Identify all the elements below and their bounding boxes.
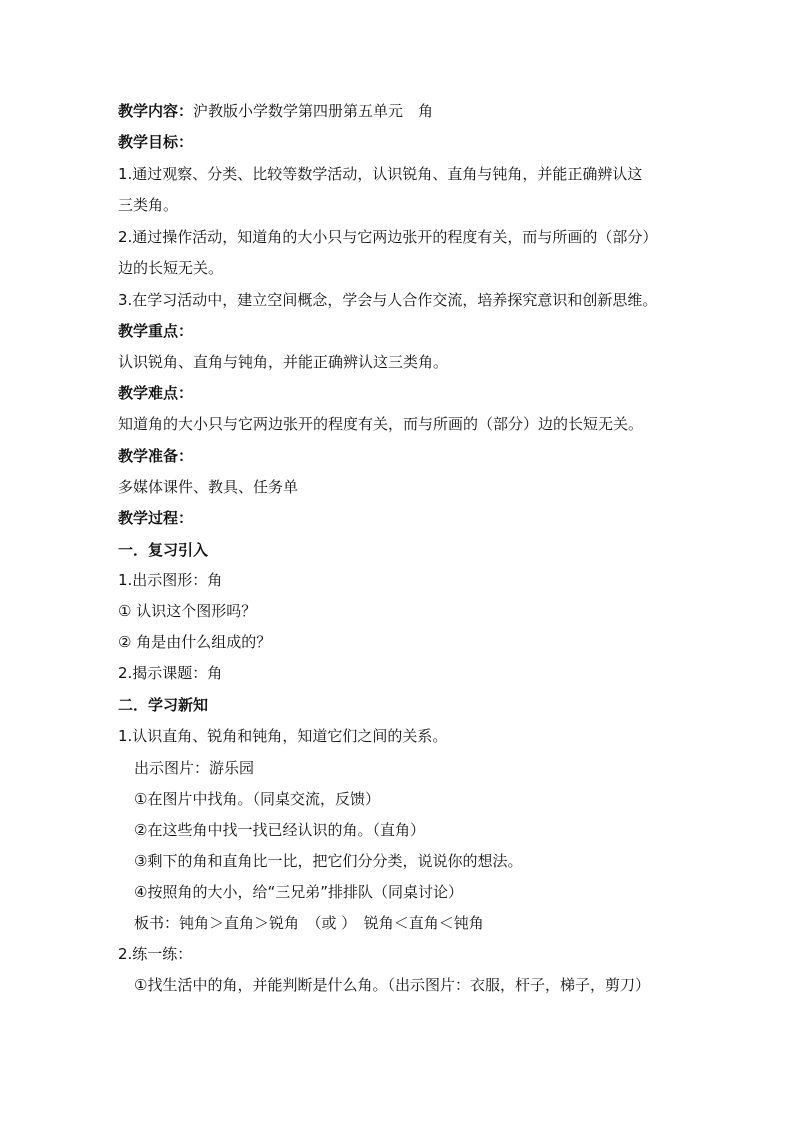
section-1-question-1: ① 认识这个图形吗？ xyxy=(118,602,257,620)
section-1-item-2: 2.揭示课题：角 xyxy=(118,664,223,682)
section-2-heading: 二．学习新知 xyxy=(118,696,209,714)
objective-3: 3.在学习活动中，建立空间概念，学会与人合作交流，培养探究意识和创新思维。 xyxy=(118,291,658,309)
difficulties-heading: 教学难点： xyxy=(118,384,194,402)
objectives-heading: 教学目标： xyxy=(118,133,194,151)
process-heading: 教学过程： xyxy=(118,509,194,527)
step-4: ④按照角的大小，给“三兄弟”排排队（同桌讨论） xyxy=(134,883,463,901)
teaching-content-label: 教学内容： xyxy=(118,102,194,120)
practice-1: ①找生活中的角，并能判断是什么角。（出示图片：衣服，杆子，梯子，剪刀） xyxy=(134,976,650,994)
show-picture-line: 出示图片：游乐园 xyxy=(134,759,255,777)
objective-2-line-1: 2.通过操作活动，知道角的大小只与它两边张开的程度有关，而与所画的（部分） xyxy=(118,228,658,246)
section-2-item-1: 1.认识直角、锐角和钝角，知道它们之间的关系。 xyxy=(118,727,448,745)
board-writing: 板书：钝角＞直角＞锐角 （或 ） 锐角＜直角＜钝角 xyxy=(134,914,484,932)
preparation-heading: 教学准备： xyxy=(118,447,194,465)
key-points-text: 认识锐角、直角与钝角，并能正确辨认这三类角。 xyxy=(118,353,449,371)
teaching-content-line xyxy=(118,101,688,121)
objective-1-line-1: 1.通过观察、分类、比较等数学活动，认识锐角、直角与钝角，并能正确辨认这 xyxy=(118,165,643,183)
difficulties-text: 知道角的大小只与它两边张开的程度有关，而与所画的（部分）边的长短无关。 xyxy=(118,415,644,433)
key-points-heading: 教学重点： xyxy=(118,322,194,340)
step-1: ①在图片中找角。（同桌交流，反馈） xyxy=(134,790,380,808)
section-1-question-2: ② 角是由什么组成的？ xyxy=(118,633,272,651)
objective-2-line-2: 边的长短无关。 xyxy=(118,259,224,277)
section-2-item-2: 2.练一练： xyxy=(118,945,193,963)
step-3: ③剩下的角和直角比一比，把它们分分类，说说你的想法。 xyxy=(134,852,523,870)
step-2: ②在这些角中找一找已经认识的角。（直角） xyxy=(134,821,425,839)
section-1-heading: 一．复习引入 xyxy=(118,541,209,559)
objective-1-line-2: 三类角。 xyxy=(118,196,179,214)
preparation-text: 多媒体课件、教具、任务单 xyxy=(118,478,299,496)
section-1-item-1: 1.出示图形：角 xyxy=(118,571,223,589)
teaching-content-text: 沪教版小学数学第四册第五单元 角 xyxy=(193,102,434,120)
